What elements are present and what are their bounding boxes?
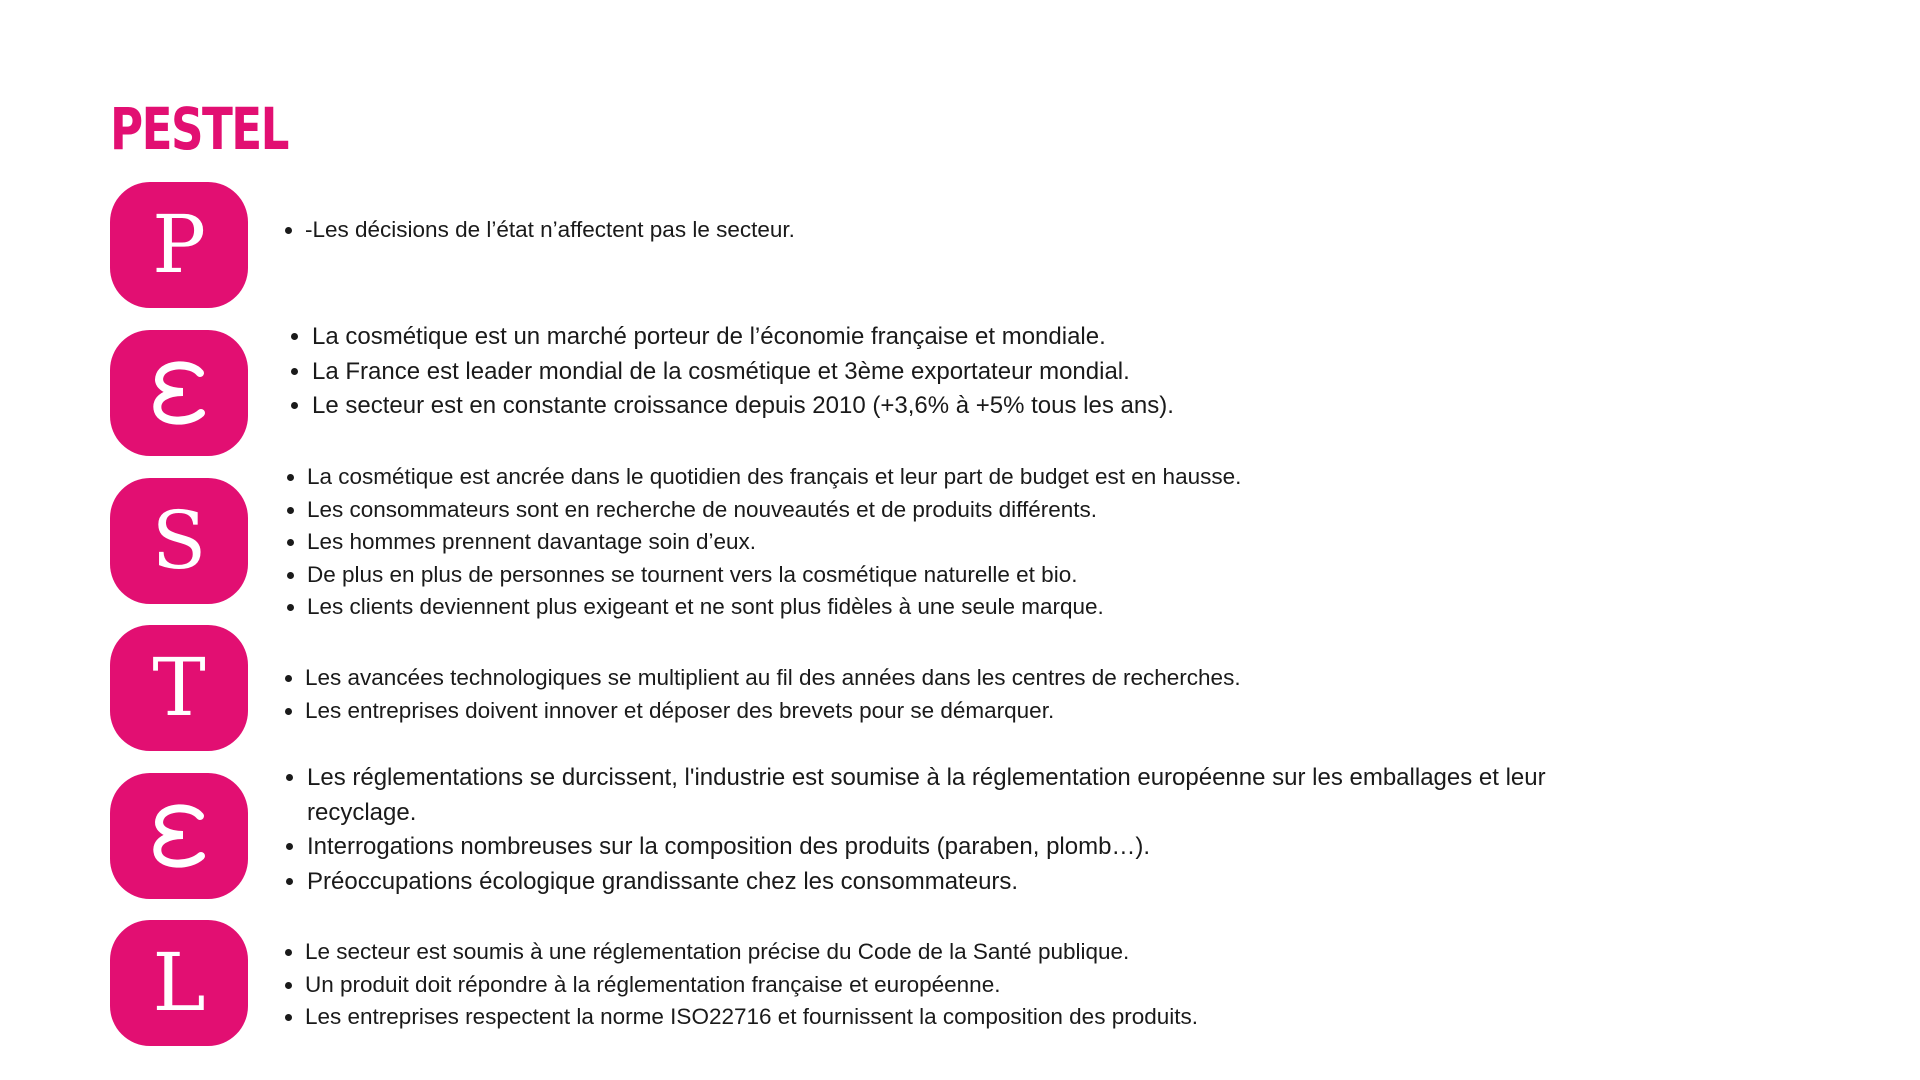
badge-technological — [110, 625, 248, 751]
badge-social — [110, 478, 248, 604]
list-item: • Préoccupations écologique grandissante chez les consommateurs. — [307, 865, 1607, 900]
badge-legal — [110, 920, 248, 1046]
list-technological — [283, 662, 1241, 727]
list-item: • Les entreprises doivent innover et déposer des brevets pour se démarquer. — [305, 695, 1241, 728]
list-item: • La cosmétique est un marché porteur de l’économie française et mondiale. — [312, 320, 1174, 355]
list-item: • Le secteur est en constante croissance depuis 2010 (+3,6% à +5% tous les ans). — [312, 389, 1174, 424]
list-item: • Le secteur est soumis à une réglementation précise du Code de la Santé publique. — [305, 936, 1198, 969]
badge-political — [110, 182, 248, 308]
list-item: • Les avancées technologiques se multiplient au fil des années dans les centres de recherches. — [305, 662, 1241, 695]
badge-economic — [110, 330, 248, 456]
list-item: • Les clients deviennent plus exigeant et ne sont plus fidèles à une seule marque. — [307, 591, 1241, 624]
list-environmental — [285, 761, 1607, 899]
list-item: • Les entreprises respectent la norme ISO22716 et fournissent la composition des produits. — [305, 1001, 1198, 1034]
list-item: • Interrogations nombreuses sur la composition des produits (paraben, plomb…). — [307, 830, 1607, 865]
list-item: • -Les décisions de l’état n’affectent pas le secteur. — [305, 214, 795, 247]
list-item: • Les consommateurs sont en recherche de nouveautés et de produits différents. — [307, 494, 1241, 527]
badge-letter: S — [151, 494, 207, 587]
list-social — [285, 461, 1241, 624]
badge-environmental — [110, 773, 248, 899]
badge-letter: L — [152, 936, 206, 1029]
stylized-e-icon — [151, 801, 207, 871]
list-item: • La France est leader mondial de la cosmétique et 3ème exportateur mondial. — [312, 355, 1174, 390]
list-item: • Un produit doit répondre à la réglementation française et européenne. — [305, 969, 1198, 1002]
list-economic — [290, 320, 1174, 424]
badge-letter: P — [152, 198, 206, 291]
list-item: • De plus en plus de personnes se tournent vers la cosmétique naturelle et bio. — [307, 559, 1241, 592]
list-legal — [283, 936, 1198, 1034]
list-item: • Les hommes prennent davantage soin d’eux. — [307, 526, 1241, 559]
list-item: • La cosmétique est ancrée dans le quotidien des français et leur part de budget est en hausse. — [307, 461, 1241, 494]
stylized-e-icon — [151, 358, 207, 428]
badge-letter: T — [152, 641, 206, 734]
page-title: PESTEL — [110, 95, 288, 163]
list-item: • Les réglementations se durcissent, l'industrie est soumise à la réglementation européenne sur les emballages et leur recyclage. — [307, 761, 1607, 830]
list-political — [283, 214, 795, 247]
